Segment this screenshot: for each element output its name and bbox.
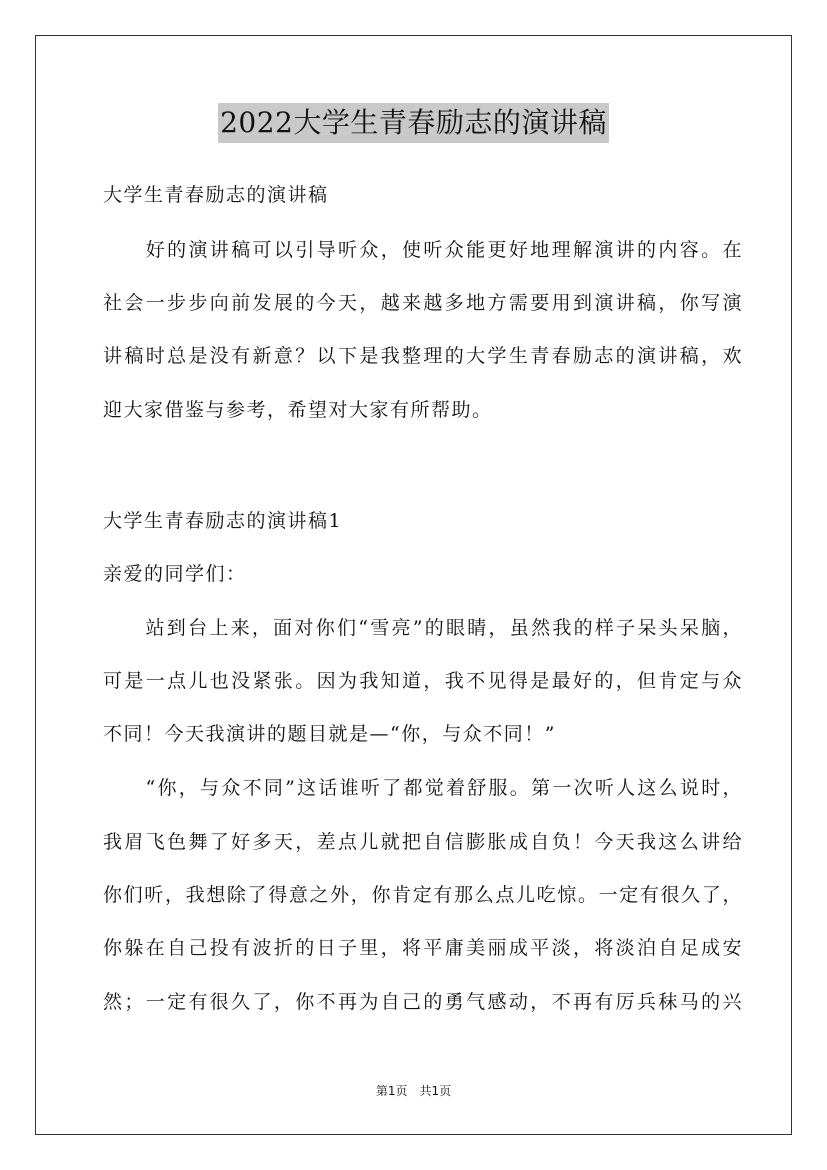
paragraph-line: 不同！今天我演讲的题目就是—“你，与众不同！” (103, 723, 556, 745)
paragraph-line: 我眉飞色舞了好多天，差点儿就把自信膨胀成自负！今天我这么讲给 (103, 831, 743, 853)
document-title: 2022大学生青春励志的演讲稿 (218, 103, 609, 143)
paragraph-line: “你，与众不同”这话谁听了都觉着舒服。第一次听人这么说时， (103, 777, 743, 799)
paragraph-line: 你们听，我想除了得意之外，你肯定有那么点儿吃惊。一定有很久了， (103, 884, 743, 906)
section-heading: 大学生青春励志的演讲稿1 (103, 510, 343, 532)
subtitle-line: 大学生青春励志的演讲稿 (103, 184, 329, 206)
salutation-line: 亲爱的同学们： (103, 563, 247, 585)
paragraph-line: 你躲在自己投有波折的日子里，将平庸美丽成平淡，将淡泊自足成安 (103, 937, 743, 959)
paragraph-line: 可是一点儿也没紧张。因为我知道，我不见得是最好的，但肯定与众 (103, 670, 743, 692)
paragraph-line: 迎大家借鉴与参考，希望对大家有所帮助。 (103, 399, 493, 421)
paragraph-line: 好的演讲稿可以引导听众，使听众能更好地理解演讲的内容。在 (103, 239, 743, 261)
page-footer: 第1页 共1页 (375, 1084, 452, 1098)
title-container (0, 103, 827, 143)
paragraph-line: 然；一定有很久了，你不再为自己的勇气感动，不再有厉兵秣马的兴 (103, 991, 743, 1013)
paragraph-line: 讲稿时总是没有新意？以下是我整理的大学生青春励志的演讲稿，欢 (103, 345, 743, 367)
paragraph-line: 社会一步步向前发展的今天，越来越多地方需要用到演讲稿，你写演 (103, 292, 743, 314)
paragraph-line: 站到台上来，面对你们“雪亮”的眼睛，虽然我的样子呆头呆脑， (103, 617, 743, 639)
